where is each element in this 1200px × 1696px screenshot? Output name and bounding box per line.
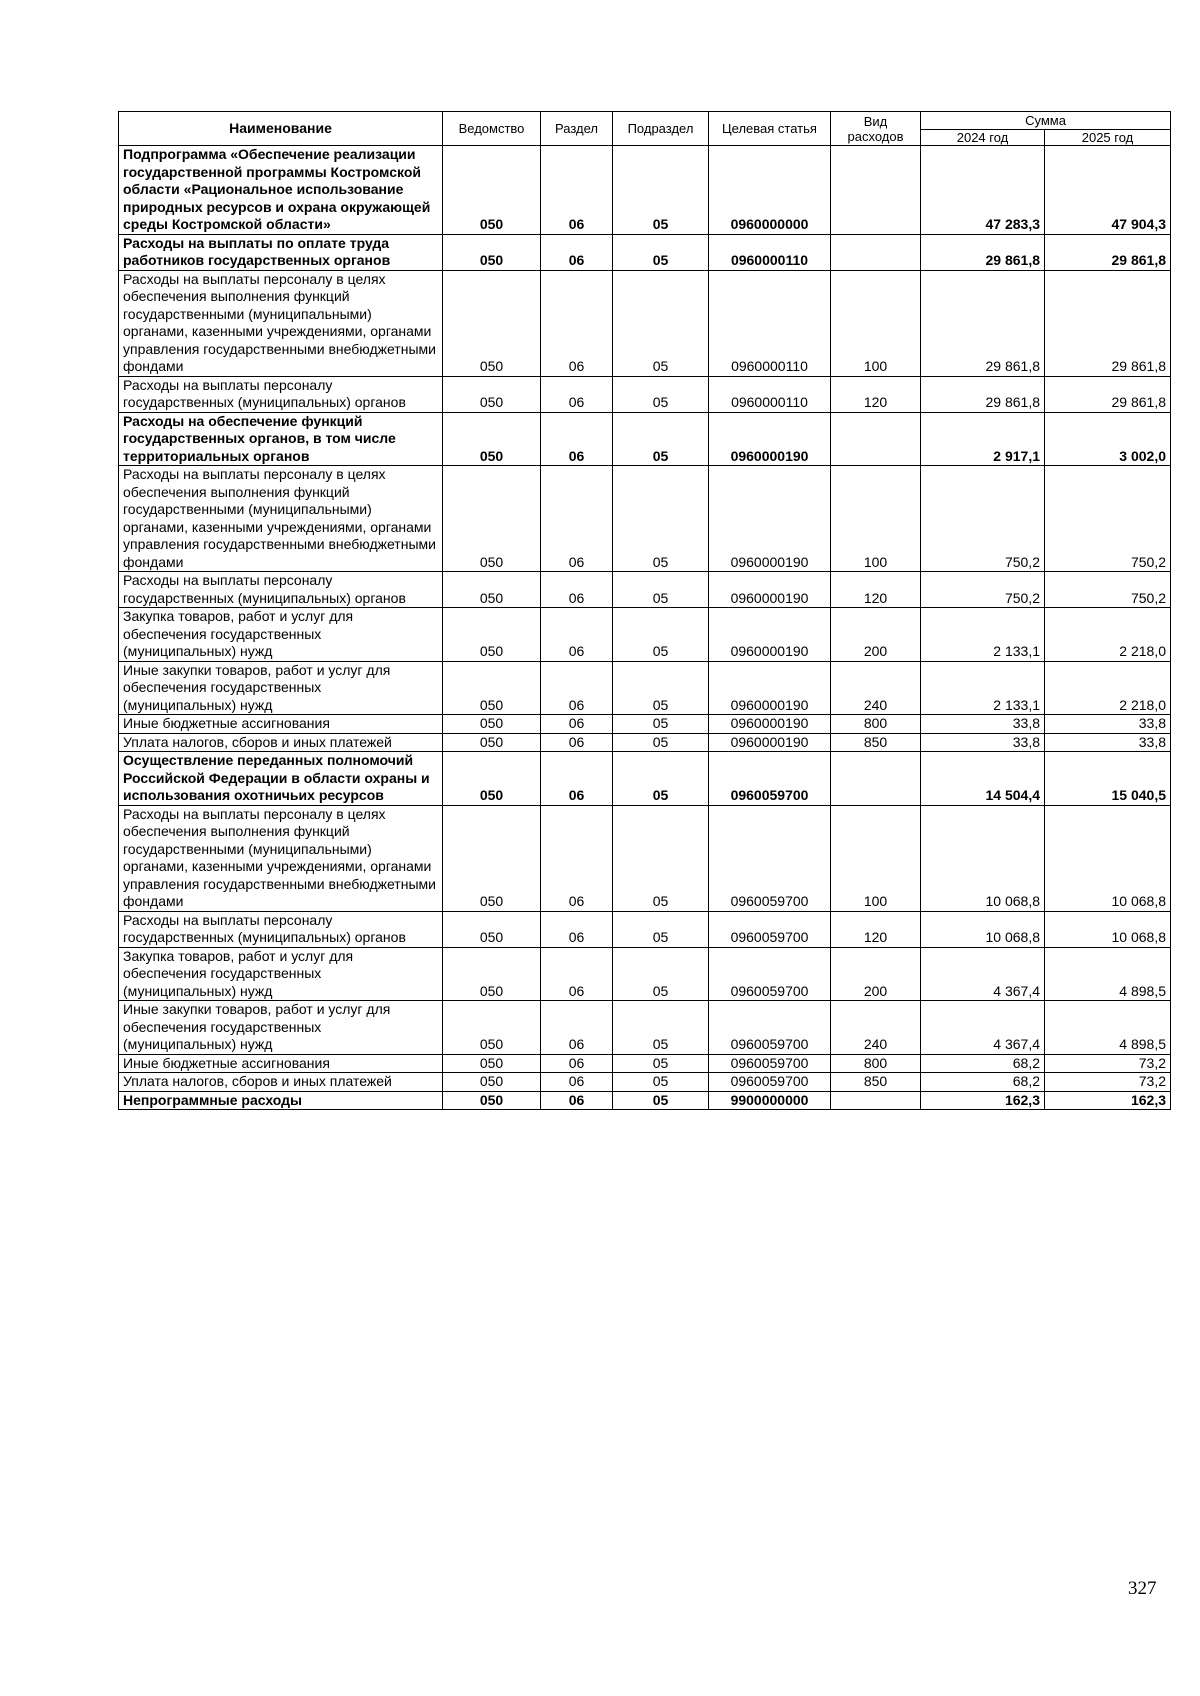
cell-vid-rashodov [831, 412, 921, 466]
cell-name: Расходы на выплаты персоналу в целях обеспечения выполнения функций государственными (муниципальными) органами, казенными учреждениями, органами управления государственными внебюджетными фондами [119, 805, 443, 911]
cell-razdel: 06 [541, 234, 613, 270]
cell-razdel: 06 [541, 805, 613, 911]
cell-razdel: 06 [541, 146, 613, 235]
table-row [119, 146, 1171, 235]
table-row [119, 466, 1171, 572]
page-number: 327 [1128, 1578, 1157, 1599]
cell-celevaya-statya: 0960059700 [709, 1001, 831, 1055]
cell-name: Расходы на выплаты персоналу государственных (муниципальных) органов [119, 911, 443, 947]
cell-podrazdel: 05 [613, 1001, 709, 1055]
cell-razdel: 06 [541, 1054, 613, 1073]
cell-podrazdel: 05 [613, 752, 709, 806]
cell-summa-2025: 2 218,0 [1045, 661, 1171, 715]
cell-summa-2025: 10 068,8 [1045, 911, 1171, 947]
table-row [119, 661, 1171, 715]
header-vedomstvo: Ведомство [443, 112, 541, 146]
cell-name: Закупка товаров, работ и услуг для обеспечения государственных (муниципальных) нужд [119, 947, 443, 1001]
cell-razdel: 06 [541, 466, 613, 572]
cell-vid-rashodov: 240 [831, 661, 921, 715]
cell-name: Расходы на выплаты персоналу в целях обеспечения выполнения функций государственными (муниципальными) органами, казенными учреждениями, органами управления государственными внебюджетными фондами [119, 270, 443, 376]
cell-vedomstvo: 050 [443, 1091, 541, 1110]
cell-name: Подпрограмма «Обеспечение реализации государственной программы Костромской области «Рациональное использование природных ресурсов и охрана окружающей среды Костромской области» [119, 146, 443, 235]
cell-vid-rashodov: 200 [831, 947, 921, 1001]
cell-vedomstvo: 050 [443, 1001, 541, 1055]
cell-razdel: 06 [541, 608, 613, 662]
cell-podrazdel: 05 [613, 376, 709, 412]
cell-celevaya-statya: 0960000190 [709, 412, 831, 466]
cell-name: Иные бюджетные ассигнования [119, 715, 443, 734]
cell-name: Расходы на выплаты персоналу в целях обеспечения выполнения функций государственными (муниципальными) органами, казенными учреждениями, органами управления государственными внебюджетными фондами [119, 466, 443, 572]
cell-vid-rashodov: 850 [831, 1073, 921, 1092]
cell-celevaya-statya: 0960000000 [709, 146, 831, 235]
cell-summa-2024: 29 861,8 [921, 376, 1045, 412]
cell-podrazdel: 05 [613, 412, 709, 466]
cell-podrazdel: 05 [613, 661, 709, 715]
cell-name: Уплата налогов, сборов и иных платежей [119, 1073, 443, 1092]
cell-podrazdel: 05 [613, 715, 709, 734]
cell-vid-rashodov: 120 [831, 572, 921, 608]
cell-summa-2024: 14 504,4 [921, 752, 1045, 806]
cell-celevaya-statya: 0960000190 [709, 715, 831, 734]
cell-razdel: 06 [541, 270, 613, 376]
header-year-2025: 2025 год [1045, 130, 1171, 146]
cell-summa-2024: 29 861,8 [921, 270, 1045, 376]
cell-vedomstvo: 050 [443, 733, 541, 752]
cell-vid-rashodov [831, 1091, 921, 1110]
table-body [119, 146, 1171, 1110]
table-row [119, 376, 1171, 412]
cell-summa-2024: 2 133,1 [921, 661, 1045, 715]
cell-podrazdel: 05 [613, 466, 709, 572]
cell-vedomstvo: 050 [443, 376, 541, 412]
cell-celevaya-statya: 9900000000 [709, 1091, 831, 1110]
cell-celevaya-statya: 0960000190 [709, 466, 831, 572]
cell-podrazdel: 05 [613, 911, 709, 947]
cell-razdel: 06 [541, 715, 613, 734]
table-header [119, 112, 1171, 146]
cell-celevaya-statya: 0960059700 [709, 1054, 831, 1073]
header-summa: Сумма [921, 112, 1171, 130]
cell-celevaya-statya: 0960059700 [709, 752, 831, 806]
cell-summa-2024: 33,8 [921, 715, 1045, 734]
table-row [119, 1001, 1171, 1055]
cell-name: Иные закупки товаров, работ и услуг для обеспечения государственных (муниципальных) нужд [119, 1001, 443, 1055]
cell-summa-2024: 47 283,3 [921, 146, 1045, 235]
cell-summa-2024: 2 133,1 [921, 608, 1045, 662]
cell-vid-rashodov: 100 [831, 270, 921, 376]
cell-name: Иные бюджетные ассигнования [119, 1054, 443, 1073]
cell-vedomstvo: 050 [443, 412, 541, 466]
cell-name: Расходы на выплаты персоналу государственных (муниципальных) органов [119, 572, 443, 608]
cell-celevaya-statya: 0960000190 [709, 733, 831, 752]
cell-summa-2025: 73,2 [1045, 1054, 1171, 1073]
cell-summa-2025: 750,2 [1045, 466, 1171, 572]
cell-summa-2025: 33,8 [1045, 715, 1171, 734]
header-name: Наименование [119, 112, 443, 146]
cell-celevaya-statya: 0960000190 [709, 608, 831, 662]
cell-name: Уплата налогов, сборов и иных платежей [119, 733, 443, 752]
cell-celevaya-statya: 0960000110 [709, 234, 831, 270]
cell-vid-rashodov: 850 [831, 733, 921, 752]
cell-summa-2024: 750,2 [921, 466, 1045, 572]
cell-vid-rashodov: 800 [831, 1054, 921, 1073]
cell-vedomstvo: 050 [443, 234, 541, 270]
table-row [119, 234, 1171, 270]
cell-vid-rashodov [831, 752, 921, 806]
cell-summa-2024: 162,3 [921, 1091, 1045, 1110]
cell-razdel: 06 [541, 1091, 613, 1110]
cell-summa-2024: 750,2 [921, 572, 1045, 608]
cell-podrazdel: 05 [613, 1091, 709, 1110]
cell-name: Закупка товаров, работ и услуг для обеспечения государственных (муниципальных) нужд [119, 608, 443, 662]
cell-vedomstvo: 050 [443, 1073, 541, 1092]
cell-celevaya-statya: 0960000110 [709, 376, 831, 412]
table-row [119, 1054, 1171, 1073]
cell-vid-rashodov: 200 [831, 608, 921, 662]
table-row [119, 911, 1171, 947]
cell-name: Непрограммные расходы [119, 1091, 443, 1110]
cell-summa-2024: 68,2 [921, 1073, 1045, 1092]
cell-razdel: 06 [541, 572, 613, 608]
cell-celevaya-statya: 0960059700 [709, 911, 831, 947]
cell-name: Осуществление переданных полномочий Российской Федерации в области охраны и использования охотничьих ресурсов [119, 752, 443, 806]
cell-podrazdel: 05 [613, 146, 709, 235]
table-row [119, 270, 1171, 376]
cell-razdel: 06 [541, 733, 613, 752]
cell-summa-2025: 29 861,8 [1045, 270, 1171, 376]
cell-summa-2025: 33,8 [1045, 733, 1171, 752]
table-row [119, 1091, 1171, 1110]
cell-summa-2024: 10 068,8 [921, 805, 1045, 911]
table-row [119, 572, 1171, 608]
cell-vedomstvo: 050 [443, 715, 541, 734]
cell-podrazdel: 05 [613, 608, 709, 662]
cell-razdel: 06 [541, 661, 613, 715]
table-row [119, 752, 1171, 806]
table-row [119, 608, 1171, 662]
budget-table [118, 111, 1171, 1110]
cell-summa-2025: 4 898,5 [1045, 1001, 1171, 1055]
cell-summa-2025: 47 904,3 [1045, 146, 1171, 235]
cell-razdel: 06 [541, 412, 613, 466]
cell-vedomstvo: 050 [443, 1054, 541, 1073]
cell-summa-2024: 29 861,8 [921, 234, 1045, 270]
cell-vid-rashodov: 100 [831, 805, 921, 911]
cell-vedomstvo: 050 [443, 911, 541, 947]
header-razdel: Раздел [541, 112, 613, 146]
cell-podrazdel: 05 [613, 947, 709, 1001]
cell-summa-2024: 10 068,8 [921, 911, 1045, 947]
cell-summa-2025: 10 068,8 [1045, 805, 1171, 911]
cell-name: Иные закупки товаров, работ и услуг для обеспечения государственных (муниципальных) нужд [119, 661, 443, 715]
header-vid-rashodov: Вид расходов [831, 112, 921, 146]
cell-vid-rashodov: 100 [831, 466, 921, 572]
cell-vedomstvo: 050 [443, 608, 541, 662]
header-year-2024: 2024 год [921, 130, 1045, 146]
cell-podrazdel: 05 [613, 1054, 709, 1073]
cell-vedomstvo: 050 [443, 572, 541, 608]
cell-razdel: 06 [541, 1073, 613, 1092]
cell-summa-2025: 29 861,8 [1045, 234, 1171, 270]
header-celevaya-statya: Целевая статья [709, 112, 831, 146]
cell-podrazdel: 05 [613, 805, 709, 911]
cell-celevaya-statya: 0960059700 [709, 805, 831, 911]
cell-vid-rashodov [831, 146, 921, 235]
cell-podrazdel: 05 [613, 234, 709, 270]
cell-vid-rashodov: 240 [831, 1001, 921, 1055]
cell-vid-rashodov: 800 [831, 715, 921, 734]
cell-razdel: 06 [541, 376, 613, 412]
cell-podrazdel: 05 [613, 733, 709, 752]
cell-summa-2024: 4 367,4 [921, 1001, 1045, 1055]
cell-podrazdel: 05 [613, 270, 709, 376]
cell-vedomstvo: 050 [443, 752, 541, 806]
cell-summa-2025: 4 898,5 [1045, 947, 1171, 1001]
cell-vedomstvo: 050 [443, 947, 541, 1001]
cell-vid-rashodov [831, 234, 921, 270]
cell-vedomstvo: 050 [443, 146, 541, 235]
cell-celevaya-statya: 0960059700 [709, 947, 831, 1001]
header-podrazdel: Подраздел [613, 112, 709, 146]
cell-summa-2024: 2 917,1 [921, 412, 1045, 466]
cell-summa-2025: 162,3 [1045, 1091, 1171, 1110]
cell-celevaya-statya: 0960000110 [709, 270, 831, 376]
cell-summa-2024: 4 367,4 [921, 947, 1045, 1001]
cell-vedomstvo: 050 [443, 661, 541, 715]
cell-vedomstvo: 050 [443, 805, 541, 911]
cell-vedomstvo: 050 [443, 466, 541, 572]
cell-razdel: 06 [541, 947, 613, 1001]
cell-vedomstvo: 050 [443, 270, 541, 376]
cell-summa-2025: 73,2 [1045, 1073, 1171, 1092]
cell-name: Расходы на выплаты по оплате труда работников государственных органов [119, 234, 443, 270]
cell-razdel: 06 [541, 752, 613, 806]
table-row [119, 412, 1171, 466]
cell-celevaya-statya: 0960000190 [709, 661, 831, 715]
cell-summa-2024: 68,2 [921, 1054, 1045, 1073]
cell-summa-2025: 29 861,8 [1045, 376, 1171, 412]
cell-name: Расходы на выплаты персоналу государственных (муниципальных) органов [119, 376, 443, 412]
cell-summa-2025: 2 218,0 [1045, 608, 1171, 662]
cell-podrazdel: 05 [613, 1073, 709, 1092]
cell-summa-2025: 3 002,0 [1045, 412, 1171, 466]
table-row [119, 733, 1171, 752]
cell-vid-rashodov: 120 [831, 376, 921, 412]
cell-summa-2025: 750,2 [1045, 572, 1171, 608]
cell-razdel: 06 [541, 911, 613, 947]
table-row [119, 805, 1171, 911]
cell-vid-rashodov: 120 [831, 911, 921, 947]
cell-celevaya-statya: 0960059700 [709, 1073, 831, 1092]
cell-celevaya-statya: 0960000190 [709, 572, 831, 608]
cell-podrazdel: 05 [613, 572, 709, 608]
table-row [119, 947, 1171, 1001]
table-row [119, 1073, 1171, 1092]
cell-summa-2025: 15 040,5 [1045, 752, 1171, 806]
table-row [119, 715, 1171, 734]
cell-name: Расходы на обеспечение функций государственных органов, в том числе территориальных органов [119, 412, 443, 466]
cell-razdel: 06 [541, 1001, 613, 1055]
cell-summa-2024: 33,8 [921, 733, 1045, 752]
